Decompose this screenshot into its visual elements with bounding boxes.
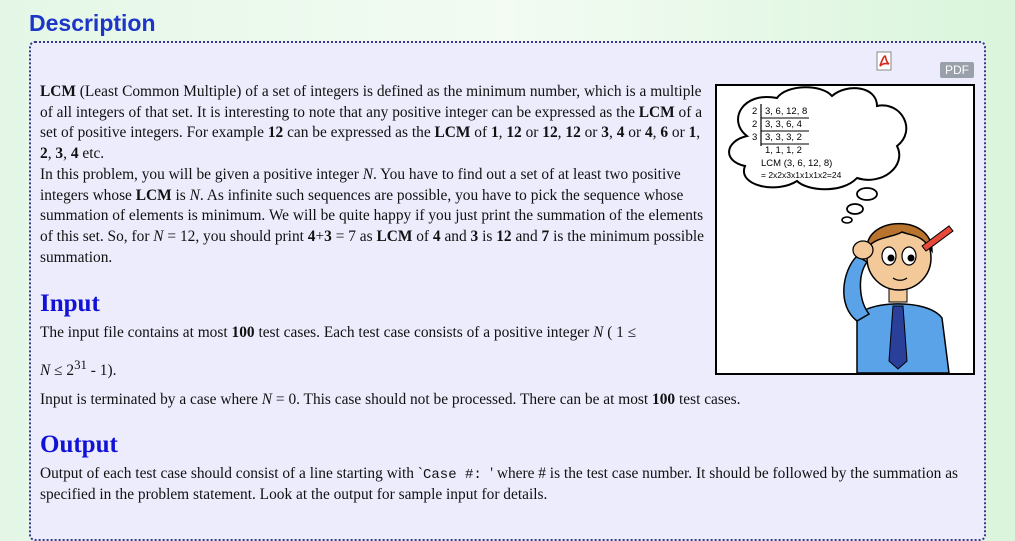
description-body — [40, 82, 710, 268]
description-heading: Description — [29, 10, 156, 36]
lcm-result: = 2x2x3x1x1x1x2=24 — [761, 170, 842, 180]
output-heading: Output — [40, 431, 118, 458]
pdf-icon[interactable] — [875, 51, 895, 71]
pdf-button[interactable]: PDF — [940, 62, 974, 78]
description-paragraph-1: LCM (Least Common Multiple) of a set of integers is defined as the minimum number, which is a multiple of all integers of that set. It is interesting to note that any positive integer can be expressed as the LCM of a set of positive integers. For example 12 can be expressed as the LCM of 1, 12 or 12, 12 or 3, 4 or 4, 6 or 1, 2, 3, 4 etc. — [40, 83, 703, 163]
factor-divisor: 2 — [752, 106, 758, 117]
factor-divisor: 2 — [752, 119, 758, 130]
factor-row: 3, 6, 12, 8 — [765, 106, 808, 117]
factor-divisor: 3 — [752, 132, 758, 143]
input-heading: Input — [40, 290, 100, 317]
input-paragraph-2: Input is terminated by a case where N = 0. This case should not be processed. There can be at most 100 test cases. — [40, 391, 741, 408]
lcm-line: LCM (3, 6, 12, 8) — [761, 158, 833, 169]
factor-row: 1, 1, 1, 2 — [765, 145, 802, 156]
output-paragraph-1: Output of each test case should consist of a line starting with `Case #: ' where # is the test case number. It should be followed by the summation as specified in the problem statement. Look at the output for sample input for details. — [40, 465, 959, 503]
factor-row: 3, 3, 6, 4 — [765, 119, 802, 130]
factor-row: 3, 3, 3, 2 — [765, 132, 802, 143]
lcm-illustration — [715, 84, 975, 375]
input-paragraph-1-cont: $N \le 2^{31} - 1$). — [40, 358, 117, 380]
description-paragraph-2: In this problem, you will be given a positive integer N. You have to find out a set of at least two positive integers whose LCM is N. As infinite such sequences are possible, you have to pick the sequence whose summation of elements is minimum. We will be quite happy if you just print the summation of the elements of this set. So, for N = 12, you should print 4+3 = 7 as LCM of 4 and 3 is 12 and 7 is the minimum possible summation. — [40, 165, 704, 266]
input-paragraph-1: The input file contains at most 100 test cases. Each test case consists of a positive integer N ( 1 ≤ — [40, 324, 637, 341]
cartoon-person — [844, 224, 953, 373]
